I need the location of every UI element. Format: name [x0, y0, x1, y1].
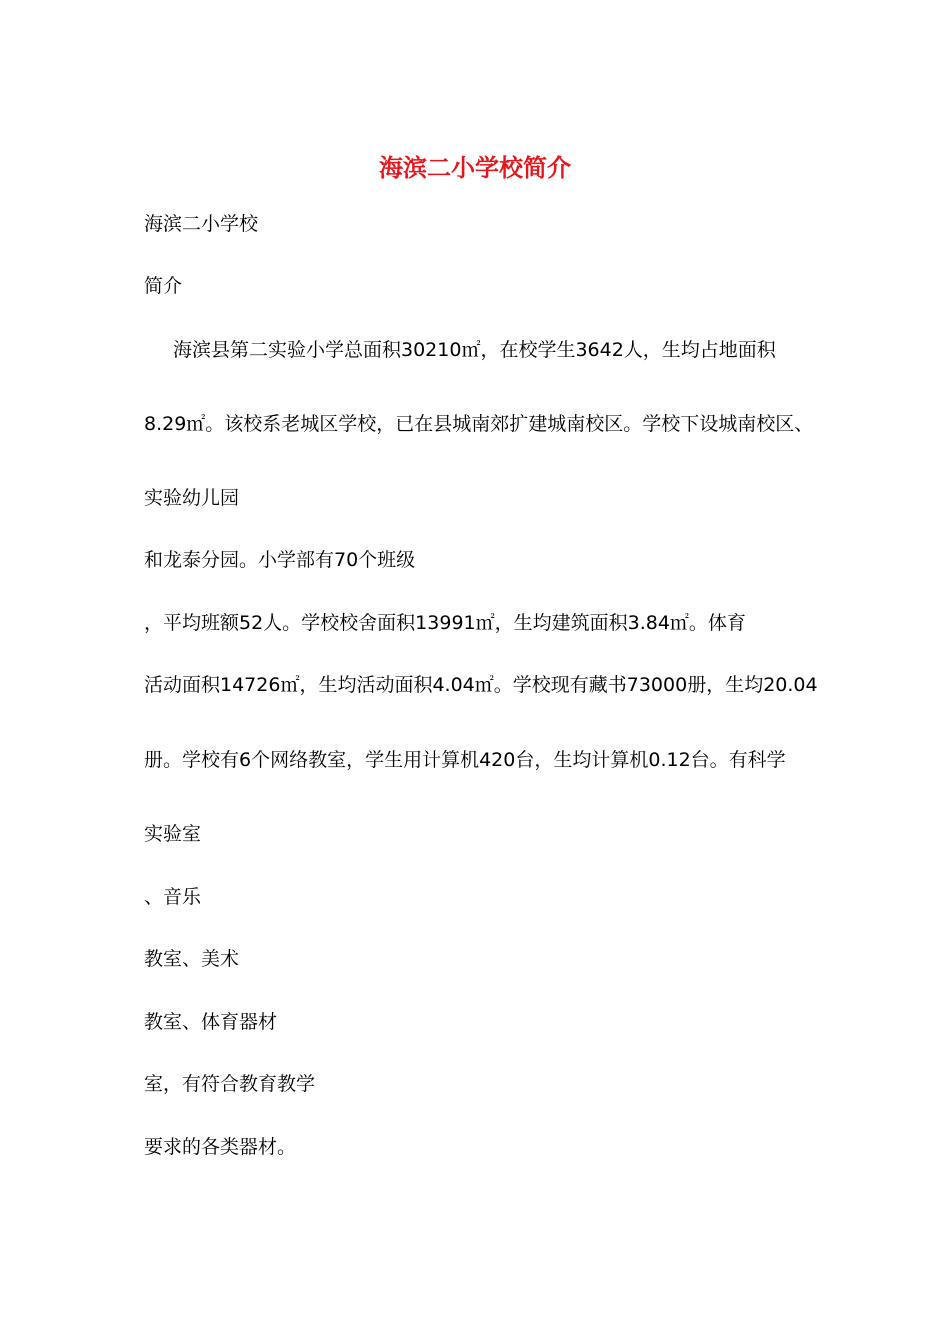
text-line: 要求的各类器材。 [144, 1136, 297, 1158]
text-line: 简介 [144, 275, 183, 297]
text-line: 实验室 [144, 823, 202, 845]
text-line: 实验幼儿园 [144, 487, 240, 509]
text-line: 册。学校有6个网络教室，学生用计算机420台，生均计算机0.12台。有科学 [144, 749, 786, 771]
document-title: 海滨二小学校简介 [379, 154, 571, 182]
text-line: 8.29㎡。该校系老城区学校，已在县城南郊扩建城南校区。学校下设城南校区、 [144, 413, 814, 435]
text-line: 室，有符合教育教学 [144, 1073, 316, 1095]
text-line: 活动面积14726㎡，生均活动面积4.04㎡。学校现有藏书73000册，生均20.04 [144, 674, 818, 696]
text-line: 、音乐 [144, 886, 202, 908]
text-line: 教室、美术 [144, 948, 240, 970]
text-line: 教室、体育器材 [144, 1011, 278, 1033]
text-line: 和龙泰分园。小学部有70个班级 [144, 549, 416, 571]
text-line: 海滨县第二实验小学总面积30210㎡，在校学生3642人，生均占地面积 [173, 339, 776, 361]
text-line: 海滨二小学校 [144, 213, 259, 235]
text-line: ，平均班额52人。学校校舍面积13991㎡，生均建筑面积3.84㎡。体育 [144, 612, 746, 634]
